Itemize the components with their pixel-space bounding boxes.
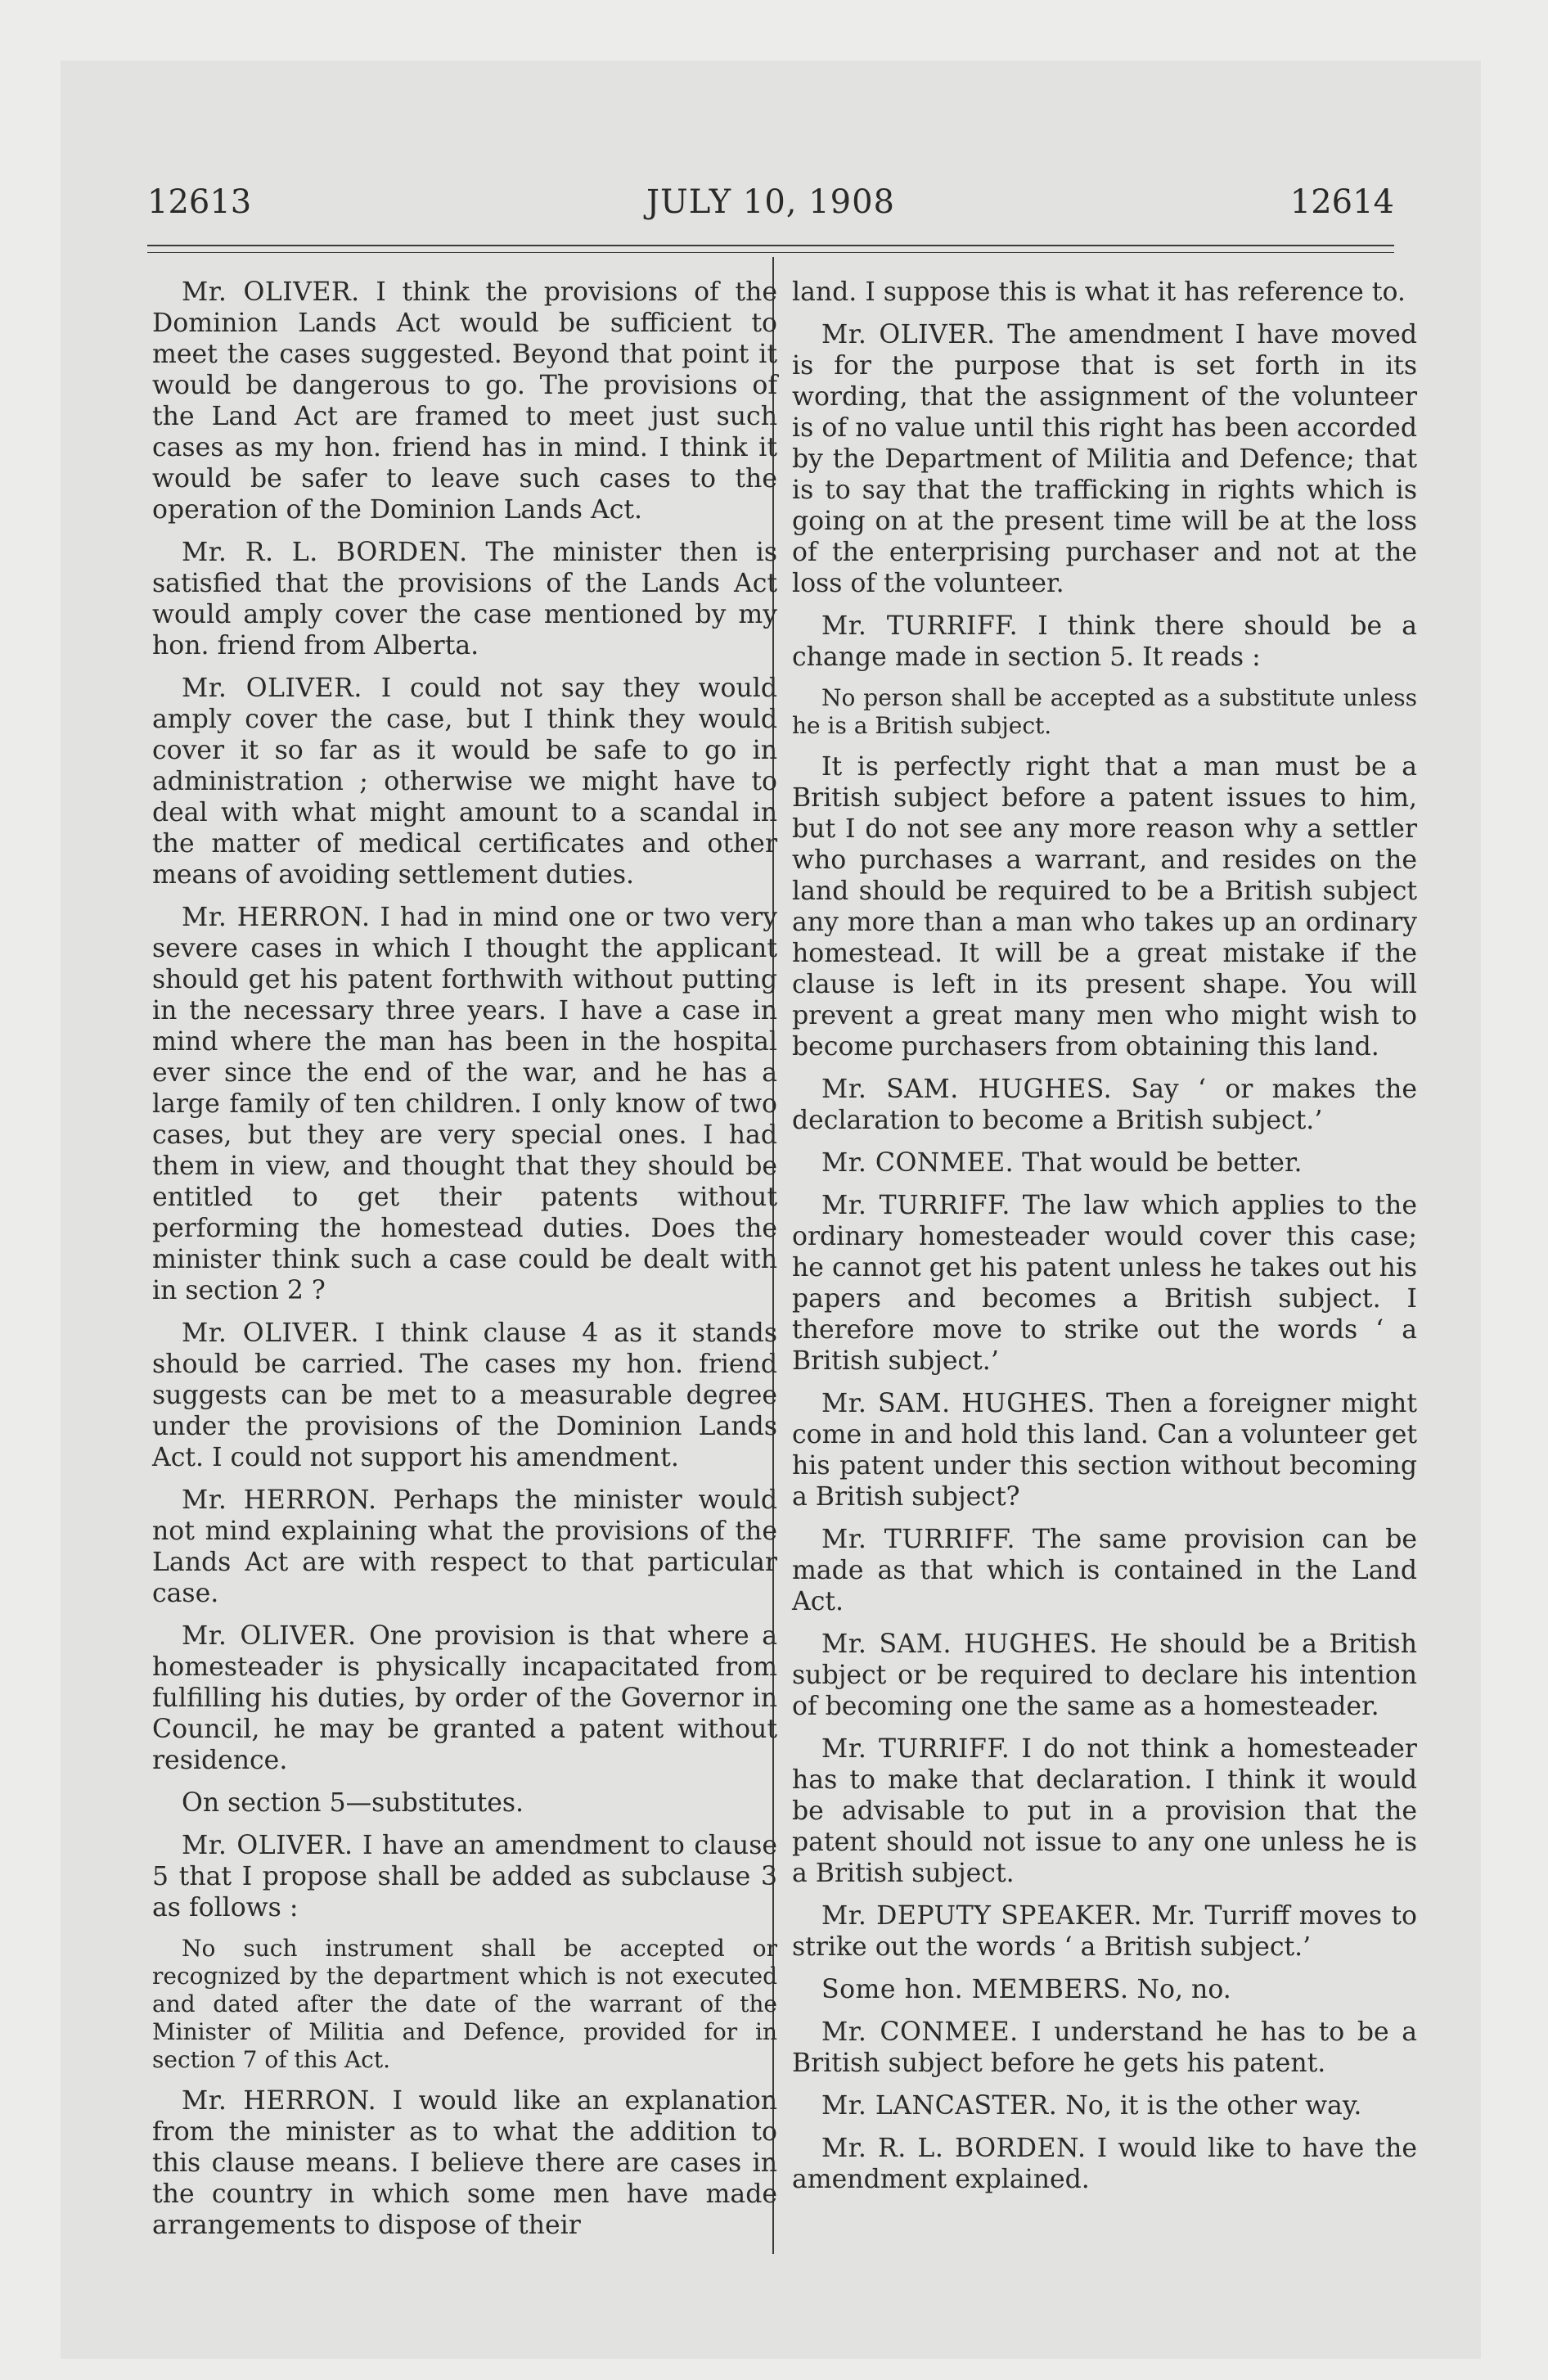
left-column bbox=[152, 277, 777, 2252]
quoted-text bbox=[792, 684, 1417, 740]
paragraph-text: Mr. Turriff moves to strike out the words ‘ a British subject.’ bbox=[792, 1901, 1417, 1962]
header-rule bbox=[147, 245, 1394, 253]
speaker-name: Mr. OLIVER. bbox=[182, 277, 360, 307]
document-page bbox=[61, 61, 1481, 2359]
paragraph-text: The amendment I have moved is for the purpose that is set forth in its wording, that the assignment of the volunteer is of no value until this right has been accorded by the Department of Militia and Defence; that is to say that the trafficking in rights which is going on at the present time will be at the loss of the enterprising purchaser and not at the loss of the volunteer. bbox=[792, 320, 1418, 598]
speaker-name: Mr. R. L. BORDEN. bbox=[821, 2134, 1087, 2163]
paragraph bbox=[792, 1900, 1417, 1963]
paragraph-text: I would like to have the amendment explained. bbox=[792, 2134, 1417, 2194]
paragraph-text: No person shall be accepted as a substitute unless he is a British subject. bbox=[792, 684, 1417, 739]
paragraph-text: I do not think a homesteader has to make that declaration. I think it would be advisable to put in a provision that the patent should not issue to any one unless he is a British subject. bbox=[792, 1734, 1417, 1888]
paragraph bbox=[792, 1074, 1417, 1136]
paragraph bbox=[792, 1190, 1417, 1377]
paragraph-text: I have an amendment to clause 5 that I propose shall be added as subclause 3 as follows : bbox=[152, 1831, 777, 1922]
paragraph bbox=[152, 2085, 777, 2241]
speaker-name: Mr. OLIVER. bbox=[182, 1621, 357, 1651]
speaker-name: Some hon. MEMBERS. bbox=[821, 1975, 1129, 2004]
paragraph-text: I think clause 4 as it stands should be carried. The cases my hon. friend suggests can be met to a measurable degree under the provisions of the Dominion Lands Act. I could not support his amendment. bbox=[152, 1318, 777, 1472]
paragraph-text: The same provision can be made as that which is contained in the Land Act. bbox=[792, 1525, 1418, 1616]
speaker-name: Mr. TURRIFF. bbox=[821, 1734, 1010, 1764]
speaker-name: Mr. CONMEE. bbox=[821, 2017, 1019, 2047]
paragraph bbox=[792, 751, 1417, 1062]
paragraph bbox=[152, 673, 777, 890]
paragraph-text: I think there should be a change made in section 5. It reads : bbox=[792, 611, 1417, 672]
speaker-name: Mr. TURRIFF. bbox=[821, 1191, 1010, 1220]
speaker-name: Mr. SAM. HUGHES. bbox=[821, 1629, 1098, 1659]
paragraph-text: The law which applies to the ordinary homesteader would cover this case; he cannot get his patent unless he takes out his papers and becomes a British subject. I therefore move to strike out the words ‘ a British subject.’ bbox=[792, 1191, 1417, 1376]
paragraph bbox=[792, 1733, 1417, 1889]
paragraph bbox=[152, 902, 777, 1306]
paragraph bbox=[152, 1830, 777, 1923]
right-column bbox=[792, 277, 1417, 2206]
paragraph-text: I would like an explanation from the minister as to what the addition to this clause means. I believe there are cases in the country in which some men have made arrangements to dispose of their bbox=[152, 2086, 778, 2240]
paragraph-text: No, no. bbox=[1136, 1975, 1231, 2004]
paragraph-text: On section 5—substitutes. bbox=[182, 1788, 524, 1818]
paragraph bbox=[792, 1524, 1417, 1617]
paragraph bbox=[152, 277, 777, 525]
paragraph bbox=[152, 1318, 777, 1473]
speaker-name: Mr. DEPUTY SPEAKER. bbox=[821, 1901, 1142, 1931]
speaker-name: Mr. OLIVER. bbox=[821, 320, 996, 349]
paragraph-text: It is perfectly right that a man must be a British subject before a patent issues to him, but I do not see any more reason why a settler who purchases a warrant, and resides on the land should be required to be a British subject any more than a man who takes up an ordinary homestead. It will be a great mistake if the clause is left in its present shape. You will prevent a great many men who might wish to become purchasers from obtaining this land. bbox=[792, 752, 1417, 1062]
paragraph-text: No such instrument shall be accepted or recognized by the department which is not executed and dated after the date of the warrant of the Minister of Militia and Defence, provided for in section 7 of this Act. bbox=[152, 1935, 777, 2073]
paragraph bbox=[792, 1388, 1417, 1512]
paragraph-text: land. I suppose this is what it has reference to. bbox=[792, 277, 1406, 307]
speaker-name: Mr. CONMEE. bbox=[821, 1148, 1015, 1178]
paragraph bbox=[792, 2133, 1417, 2195]
speaker-name: Mr. SAM. HUGHES. bbox=[821, 1389, 1096, 1418]
page-number-right: 12614 bbox=[1289, 183, 1394, 221]
speaker-name: Mr. HERRON. bbox=[182, 903, 371, 932]
paragraph-text: I had in mind one or two very severe cases in which I thought the applicant should get his patent forthwith without putting in the necessary three years. I have a case in mind where the man has been in the hospital ever since the end of the war, and he has a large family of ten children. I only know of two cases, but they are very special ones. I had them in view, and thought that they should be entitled to get their patents without performing the homestead duties. Does the minister think such a case could be dealt with in section 2 ? bbox=[152, 903, 777, 1305]
page-header bbox=[147, 183, 1394, 232]
paragraph bbox=[792, 277, 1417, 308]
paragraph-text: Say ‘ or makes the declaration to become a British subject.’ bbox=[792, 1075, 1418, 1135]
paragraph-text: That would be better. bbox=[1022, 1148, 1303, 1178]
paragraph bbox=[792, 1974, 1417, 2005]
paragraph bbox=[792, 1147, 1417, 1179]
speaker-name: Mr. OLIVER. bbox=[182, 674, 362, 703]
paragraph-text: I could not say they would amply cover the case, but I think they would cover it so far as it would be safe to go in administration ; otherwise we might have to deal with what might amount to a scandal in the matter of medical certificates and other means of avoiding settlement duties. bbox=[152, 674, 777, 890]
paragraph bbox=[792, 611, 1417, 673]
speaker-name: Mr. LANCASTER. bbox=[821, 2091, 1058, 2121]
speaker-name: Mr. HERRON. bbox=[182, 2086, 377, 2116]
paragraph bbox=[152, 537, 777, 661]
header-date: JULY 10, 1908 bbox=[646, 183, 895, 221]
paragraph-text: I understand he has to be a British subject before he gets his patent. bbox=[792, 2017, 1418, 2078]
speaker-name: Mr. SAM. HUGHES. bbox=[821, 1075, 1113, 1104]
quoted-text bbox=[152, 1935, 777, 2074]
paragraph bbox=[152, 1485, 777, 1609]
paragraph bbox=[792, 2017, 1417, 2079]
paragraph bbox=[792, 2090, 1417, 2121]
paragraph-text: The minister then is satisfied that the provisions of the Lands Act would amply cover the case mentioned by my hon. friend from Alberta. bbox=[152, 538, 777, 660]
paragraph-text: Then a foreigner might come in and hold this land. Can a volunteer get his patent under this section without becoming a British subject? bbox=[792, 1389, 1417, 1512]
speaker-name: Mr. TURRIFF. bbox=[821, 1525, 1016, 1554]
speaker-name: Mr. HERRON. bbox=[182, 1485, 377, 1515]
paragraph-text: One provision is that where a homesteader is physically incapacitated from fulfilling his duties, by order of the Governor in Council, he may be granted a patent without residence. bbox=[152, 1621, 777, 1775]
speaker-name: Mr. TURRIFF. bbox=[821, 611, 1019, 641]
paragraph-text: I think the provisions of the Dominion Lands Act would be sufficient to meet the cases suggested. Beyond that point it would be dangerous to go. The provisions of the Land Act are framed to meet just such cases as my hon. friend has in mind. I think it would be safer to leave such cases to the operation of the Dominion Lands Act. bbox=[152, 277, 777, 525]
paragraph-text: No, it is the other way. bbox=[1065, 2091, 1362, 2121]
paragraph bbox=[152, 1787, 777, 1819]
paragraph bbox=[792, 319, 1417, 599]
paragraph-text: He should be a British subject or be required to declare his intention of becoming one the same as a homesteader. bbox=[792, 1629, 1417, 1721]
speaker-name: Mr. R. L. BORDEN. bbox=[182, 538, 468, 567]
paragraph bbox=[152, 1620, 777, 1776]
paragraph bbox=[792, 1629, 1417, 1722]
speaker-name: Mr. OLIVER. bbox=[182, 1831, 353, 1860]
speaker-name: Mr. OLIVER. bbox=[182, 1318, 359, 1348]
page-number-left: 12613 bbox=[147, 183, 252, 221]
paragraph-text: Perhaps the minister would not mind explaining what the provisions of the Lands Act are with respect to that particular case. bbox=[152, 1485, 777, 1608]
